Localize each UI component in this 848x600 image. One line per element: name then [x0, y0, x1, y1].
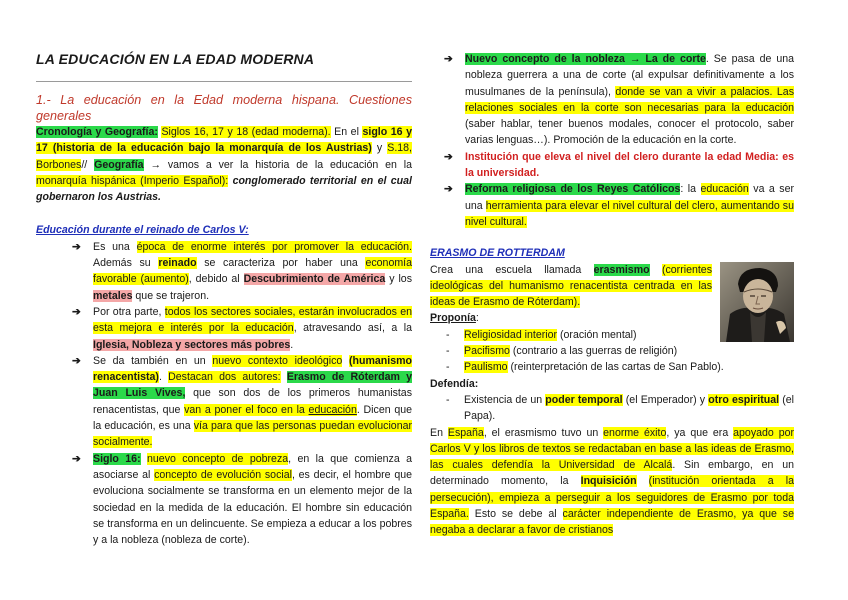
highlight: España	[447, 426, 484, 439]
highlight-bold: siglo 16 y 17 (historia de la educación bajo la monarquía de los Austrias)	[36, 126, 412, 155]
text: → vamos a ver la historia de la educación en la	[143, 158, 412, 171]
text: .	[290, 338, 294, 351]
text: y	[371, 142, 388, 155]
highlight: Paulismo	[464, 361, 508, 374]
text	[342, 355, 349, 367]
highlight: Siglos 16, 17 y 18 (edad moderna).	[161, 126, 331, 138]
highlight: vía para que las personas puedan evolucionar socialmente.	[93, 420, 413, 449]
text: que se trajeron.	[132, 289, 210, 302]
arrow-icon: ➔	[72, 240, 81, 253]
text: , el erasmismo tuvo un	[483, 426, 604, 439]
arrow-icon: ➔	[444, 183, 453, 196]
highlight: carácter independiente de Erasmo, ya que se negaba a declarar a favor de cristianos	[430, 508, 794, 537]
pink-highlight: metales	[93, 289, 133, 302]
intro-paragraph	[36, 124, 412, 205]
highlight: (corrientes ideológicas del humanismo renacentista centrada en las ideas de Erasmo de Róterdam).	[430, 263, 712, 309]
dash-icon: -	[446, 393, 450, 406]
highlight: nuevo concepto de pobreza	[147, 452, 289, 465]
highlight: economía favorable (aumento)	[93, 257, 412, 286]
defendia-list	[430, 392, 794, 425]
highlight: educación	[700, 183, 749, 196]
highlight: (institución orientada a la persecución), empieza a perseguir a los seguidores de Erasmo por toda España.	[430, 475, 794, 521]
arrow-icon: ➔	[72, 452, 81, 465]
list-item	[446, 327, 794, 343]
proponia-label: Proponía	[430, 312, 476, 325]
highlight: van a poner el foco en la	[184, 403, 309, 416]
pink-highlight: Descubrimiento de América	[243, 273, 386, 286]
text: Por otra parte,	[93, 305, 165, 318]
list-item	[446, 343, 794, 359]
text: . Se pasa de una nobleza guerrera a una de corte (al expulsar definitivamente a los musulmanes de la península),	[465, 53, 795, 98]
highlight: nuevo contexto ideológico	[212, 354, 343, 367]
colon: :	[474, 377, 479, 390]
text: , es decir, el hombre que evoluciona socialmente se transforma en un elemento mejor de la sociedad en la medida de la educación. El hombre sin educación se transforma en un delincuente. Se empieza a educar a los pobres y a la nobleza (nobleza de corte).	[93, 468, 413, 547]
text: Además su	[93, 257, 159, 270]
highlight: apoyado por Carlos V y los libros de textos se redactaban en base a las ideas de Erasmo, las cuales defendía la Universidad de Alcalá	[430, 426, 795, 472]
highlight: monarquía hispánica (Imperio Español):	[36, 174, 229, 187]
highlight-underline: educación	[308, 403, 357, 416]
carlos-heading: Educación durante el reinado de Carlos V:	[36, 224, 249, 237]
text: Es una	[93, 240, 137, 253]
green-highlight: erasmismo	[593, 263, 650, 276]
text: (saber hablar, tener buenos modales, conocer el protocolo, saber varias lenguas…). Promoción de la educación en la corte.	[465, 118, 794, 147]
list-item	[72, 304, 412, 353]
dash-icon: -	[446, 328, 450, 341]
list-item	[72, 353, 412, 451]
section-subtitle: 1.- La educación en la Edad moderna hispana. Cuestiones generales	[36, 93, 412, 123]
text: En	[430, 426, 448, 439]
text: Crea una escuela llamada	[430, 263, 594, 276]
list-item	[446, 392, 794, 425]
text: que son dos de los primeros humanistas renacentistas, que	[93, 387, 412, 416]
erasmo-heading-row	[430, 245, 794, 261]
highlight: concepto de evolución social	[154, 468, 292, 481]
arrow-icon: ➔	[444, 53, 453, 65]
highlight: enorme éxito	[603, 426, 667, 439]
arrow-icon: ➔	[72, 305, 81, 318]
proponia-list	[430, 327, 794, 376]
bold-italic-text: conglomerado territorial en el cual gobernaron los Austrias.	[36, 174, 412, 204]
list-item	[444, 51, 794, 149]
highlight-bold: otro espiritual	[708, 393, 780, 406]
nobleza-list	[430, 51, 794, 230]
text: , en la que comienza a asociarse al	[93, 452, 412, 481]
cronologia-label: Cronología y Geografía:	[36, 126, 158, 138]
highlight: época de enorme interés por promover la educación.	[136, 240, 412, 253]
text: , ya que era	[666, 426, 734, 439]
text: Esto se debe al	[468, 508, 563, 521]
green-highlight: Siglo 16:	[93, 452, 141, 465]
text: Existencia de un	[464, 393, 546, 406]
text	[637, 475, 649, 487]
green-highlight: Erasmo de Róterdam y Juan Luis Vives,	[93, 371, 412, 400]
text: (reinterpretación de las cartas de San Pablo).	[507, 361, 724, 374]
carlos-heading-row	[36, 222, 412, 238]
highlight-bold: (humanismo renacentista)	[93, 354, 412, 384]
title-divider	[36, 81, 412, 82]
green-highlight: Reforma religiosa de los Reyes Católicos	[465, 183, 681, 196]
text	[281, 371, 287, 383]
defendia-label: Defendía	[430, 377, 475, 390]
text: //	[81, 158, 95, 171]
text: , atravesando así, a la	[293, 322, 412, 335]
text: . Sin embargo, en un determinado momento, la	[430, 459, 794, 488]
pink-highlight: Iglesia, Nobleza y sectores más pobres	[93, 338, 291, 351]
text: (el Emperador) y	[622, 393, 709, 406]
list-item	[72, 451, 412, 549]
text: (contrario a las guerras de religión)	[509, 345, 678, 358]
highlight-bold: poder temporal	[545, 393, 623, 406]
text: Se da también en un	[93, 354, 213, 367]
highlight: Pacifismo	[464, 345, 510, 358]
dash-icon: -	[446, 345, 450, 358]
highlight: herramienta para elevar el nivel cultural del clero, aumentando su nivel cultural.	[465, 199, 794, 228]
arrow-icon: ➔	[72, 354, 81, 367]
dash-icon: -	[446, 361, 450, 374]
highlight-bold: reinado	[158, 257, 197, 270]
text: (el Papa).	[464, 393, 794, 423]
list-item	[446, 359, 794, 375]
highlight: Religiosidad interior	[464, 328, 558, 341]
highlight-bold: Inquisición	[580, 475, 637, 488]
arrow-icon: ➔	[444, 150, 453, 163]
text: y los	[385, 273, 412, 286]
carlos-list	[36, 239, 412, 549]
geografia-label: Geografía	[94, 158, 144, 171]
green-highlight: Nuevo concepto de la nobleza → La de corte	[465, 53, 706, 65]
red-bold-text: Institución que eleva el nivel del clero durante la edad Media: es la universidad.	[465, 150, 794, 180]
erasmo-block	[430, 262, 794, 539]
highlight: donde se van a vivir a palacios. Las relaciones sociales en la corte son necesarias para la educación	[465, 85, 794, 114]
list-item	[444, 149, 794, 182]
highlight: Destacan dos autores:	[168, 371, 281, 384]
highlight: todos los sectores sociales, estarán involucrados en esta mejora e interés por la educación	[93, 305, 412, 335]
text: : la	[680, 183, 701, 196]
highlight: S.18, Borbones	[36, 142, 412, 171]
text: se caracteriza por haber una	[196, 257, 366, 270]
text: . Dicen que la educación, es una	[93, 403, 413, 433]
text: , debido al	[188, 273, 244, 286]
text: va a ser una	[465, 183, 794, 212]
text: (oración mental)	[557, 328, 637, 341]
text: En el	[330, 126, 363, 138]
colon: :	[475, 312, 479, 325]
list-item	[444, 181, 794, 230]
right-column	[430, 51, 794, 539]
erasmo-heading: ERASMO DE ROTTERDAM	[430, 247, 565, 260]
list-item	[72, 239, 412, 304]
espana-paragraph	[430, 425, 794, 539]
defendia-row	[430, 376, 794, 392]
left-column	[36, 92, 412, 548]
page-title: LA EDUCACIÓN EN LA EDAD MODERNA	[36, 51, 315, 67]
text: .	[158, 371, 169, 384]
text	[650, 264, 662, 276]
